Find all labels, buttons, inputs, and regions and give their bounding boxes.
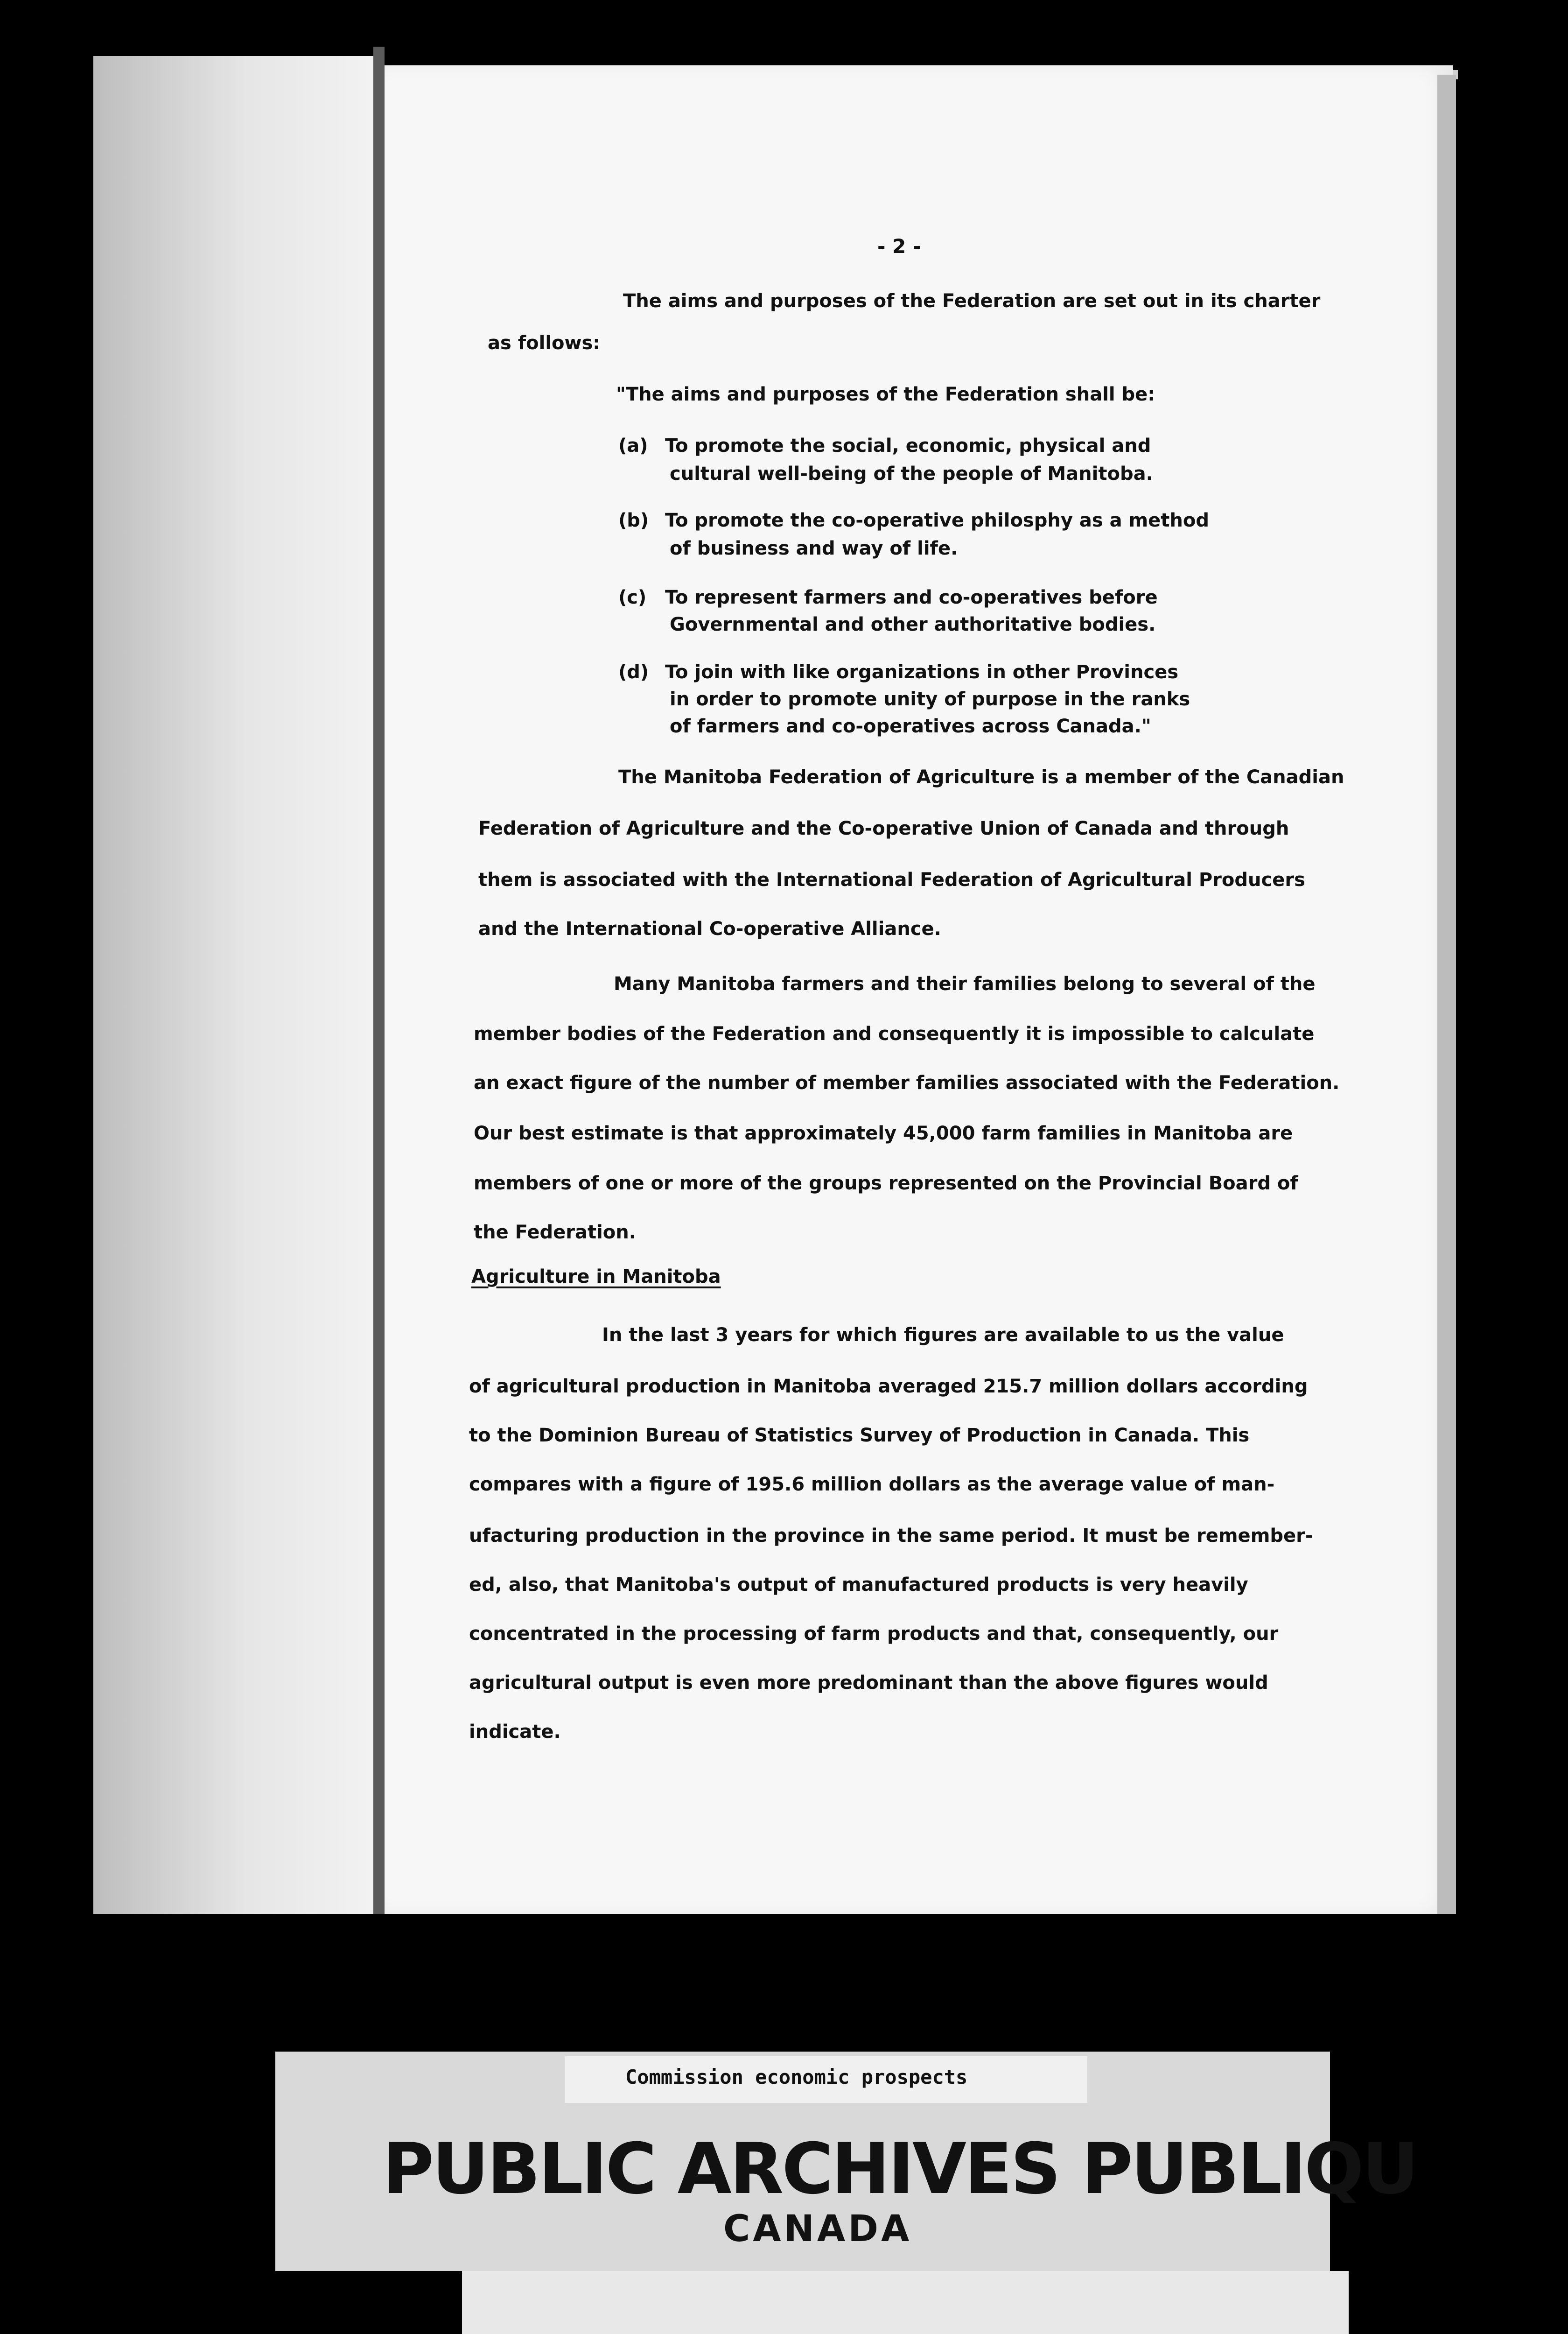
text-line: of agricultural production in Manitoba averaged 215.7 million dollars according <box>469 1376 1308 1397</box>
text-line: and the International Co-operative Alliance. <box>478 918 941 940</box>
text-line: as follows: <box>488 332 601 354</box>
archive-subtitle: CANADA <box>723 2208 912 2250</box>
text-line: To join with like organizations in other Provinces <box>665 661 1179 683</box>
text-line: The aims and purposes of the Federation are set out in its charter <box>623 290 1321 312</box>
text-line: cultural well-being of the people of Manitoba. <box>670 463 1153 485</box>
archive-strip <box>462 2271 1349 2334</box>
text-line: indicate. <box>469 1721 561 1743</box>
text-line: in order to promote unity of purpose in the ranks <box>670 689 1190 710</box>
page-number: - 2 - <box>877 235 921 258</box>
text-line: The Manitoba Federation of Agriculture is a member of the Canadian <box>618 766 1344 788</box>
text-line: members of one or more of the groups represented on the Provincial Board of <box>474 1173 1298 1194</box>
list-marker: (c) <box>618 587 647 608</box>
text-line: To represent farmers and co-operatives before <box>665 587 1158 608</box>
text-line: "The aims and purposes of the Federation shall be: <box>616 384 1155 405</box>
page-edge-right <box>1437 75 1456 1914</box>
text-line: Many Manitoba farmers and their families belong to several of the <box>614 973 1316 995</box>
page-fold <box>373 47 385 1914</box>
text-line: to the Dominion Bureau of Statistics Survey of Production in Canada. This <box>469 1425 1250 1446</box>
text-line: of business and way of life. <box>670 538 958 559</box>
section-heading: Agriculture in Manitoba <box>471 1266 721 1287</box>
archive-tag-text: Commission economic prospects <box>625 2066 968 2088</box>
list-marker: (a) <box>618 435 648 457</box>
list-marker: (d) <box>618 661 649 683</box>
text-line: In the last 3 years for which figures are available to us the value <box>602 1324 1284 1346</box>
archive-title: PUBLIC ARCHIVES PUBLIQU <box>383 2129 1417 2210</box>
text-line: ufacturing production in the province in the same period. It must be remember- <box>469 1525 1313 1547</box>
text-line: an exact figure of the number of member families associated with the Federation. <box>474 1072 1340 1094</box>
list-marker: (b) <box>618 510 649 531</box>
text-line: To promote the social, economic, physical and <box>665 435 1151 457</box>
text-line: the Federation. <box>474 1222 636 1243</box>
text-line: agricultural output is even more predominant than the above figures would <box>469 1672 1268 1694</box>
underlying-left-page <box>93 56 373 1914</box>
text-line: of farmers and co-operatives across Canada." <box>670 716 1151 737</box>
text-line: To promote the co-operative philosphy as a method <box>665 510 1210 531</box>
text-line: Our best estimate is that approximately 45,000 farm families in Manitoba are <box>474 1123 1293 1144</box>
text-line: compares with a figure of 195.6 million dollars as the average value of man- <box>469 1474 1275 1495</box>
text-line: Federation of Agriculture and the Co-operative Union of Canada and through <box>478 818 1289 839</box>
text-line: member bodies of the Federation and consequently it is impossible to calculate <box>474 1023 1315 1045</box>
text-line: concentrated in the processing of farm products and that, consequently, our <box>469 1623 1279 1645</box>
text-line: ed, also, that Manitoba's output of manufactured products is very heavily <box>469 1574 1248 1596</box>
text-line: them is associated with the International Federation of Agricultural Producers <box>478 869 1305 891</box>
text-line: Governmental and other authoritative bodies. <box>670 614 1156 635</box>
